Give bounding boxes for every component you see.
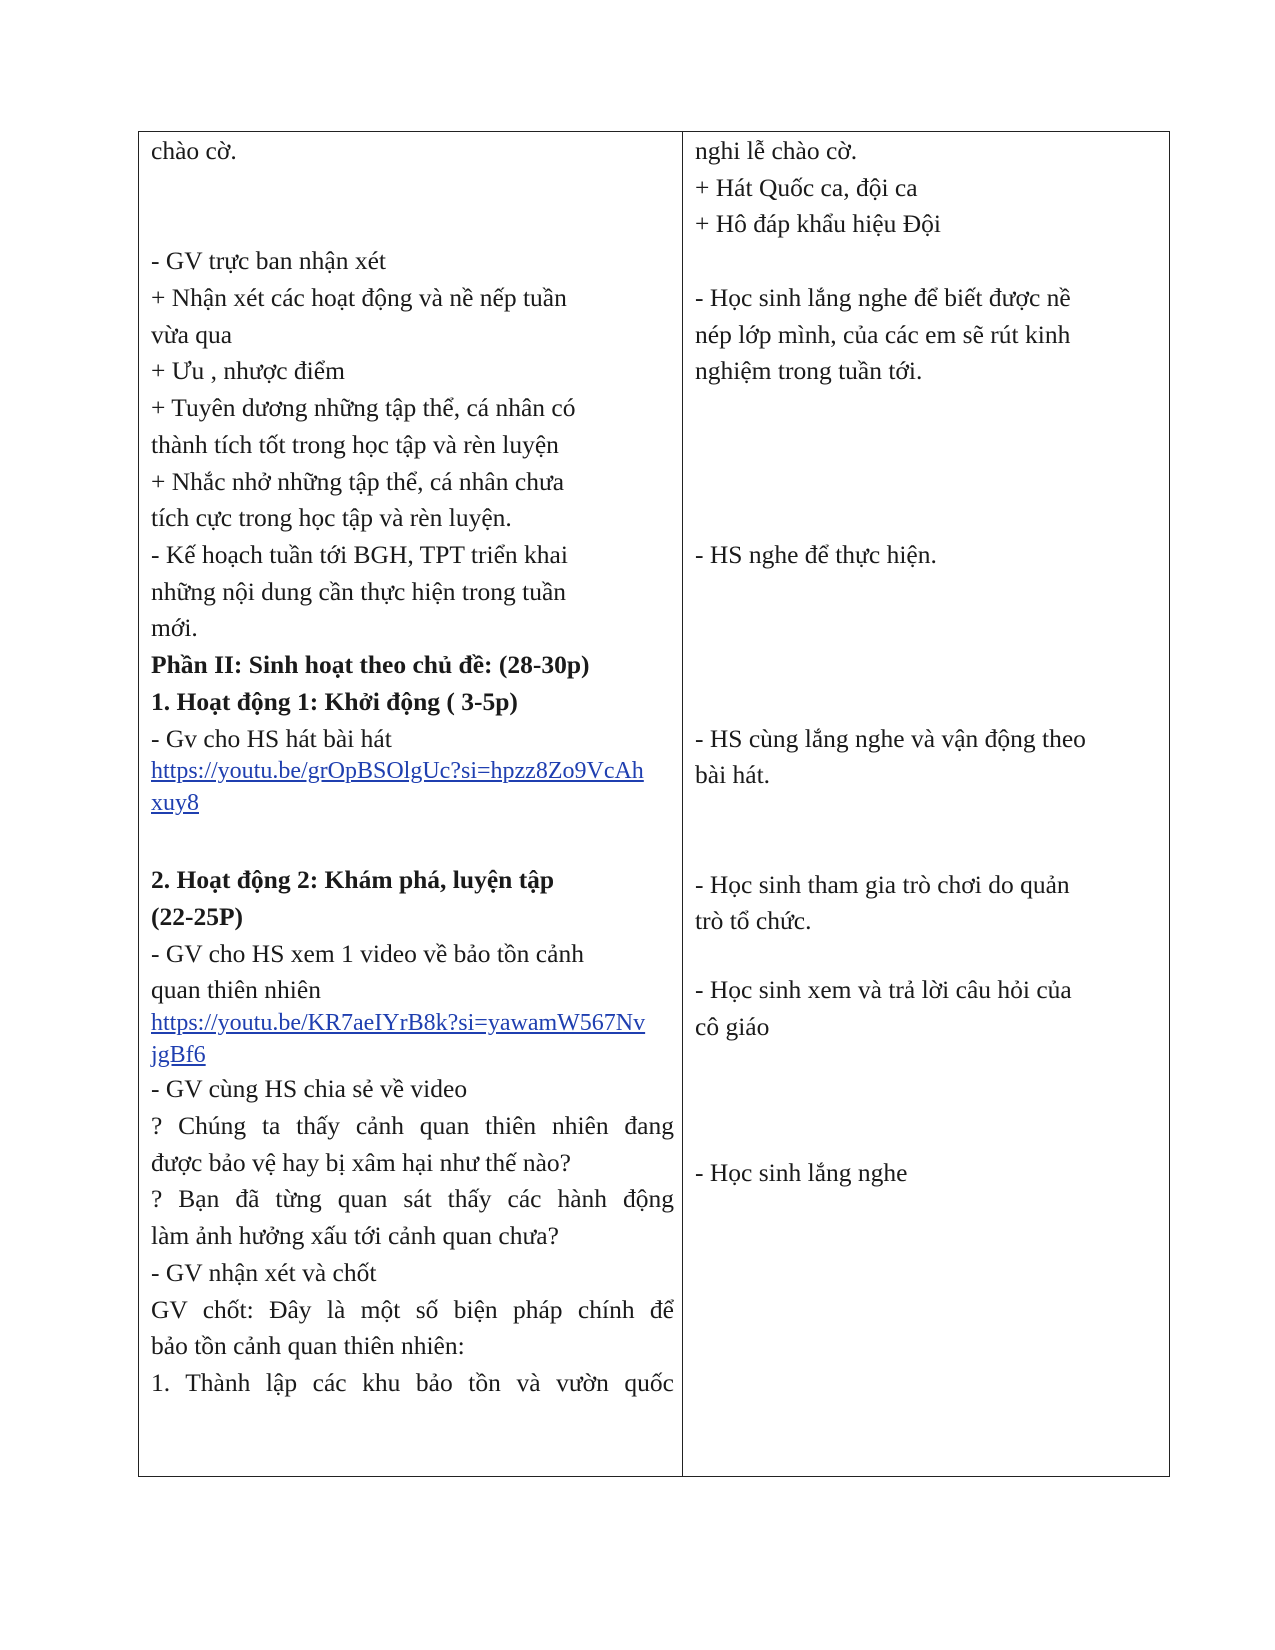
nature-video-link[interactable]: https://youtu.be/KR7aeIYrB8k?si=yawamW567Nv [151,1010,646,1036]
text-line: nghi lễ chào cờ. [695,136,858,165]
text-line: + Nhắc nhở những tập thể, cá nhân chưa [151,467,565,496]
question-line: ? Chúng ta thấy cảnh quan thiên nhiên đang [151,1111,674,1140]
text-line: - HS nghe để thực hiện. [695,540,937,569]
text-line: - Gv cho HS hát bài hát [151,724,392,753]
text-line: + Hát Quốc ca, đội ca [695,173,918,202]
text-line: tích cực trong học tập và rèn luyện. [151,503,512,532]
text-line: - Học sinh tham gia trò chơi do quản [695,870,1070,899]
text-line: vừa qua [151,320,233,349]
text-line: mới. [151,613,198,642]
text-line: những nội dung cần thực hiện trong tuần [151,577,567,606]
question-line: làm ảnh hưởng xấu tới cảnh quan chưa? [151,1221,559,1250]
text-line: - GV nhận xét và chốt [151,1258,377,1287]
text-line: cô giáo [695,1012,770,1041]
text-line: - GV trực ban nhận xét [151,246,386,275]
nature-video-link-cont[interactable]: jgBf6 [151,1042,206,1068]
song-video-link-cont[interactable]: xuy8 [151,790,199,816]
text-line: bài hát. [695,760,771,789]
activity-heading: 2. Hoạt động 2: Khám phá, luyện tập [151,865,555,894]
text-line: nép lớp mình, của các em sẽ rút kinh [695,320,1071,349]
text-line: - Kế hoạch tuần tới BGH, TPT triển khai [151,540,568,569]
text-line: GV chốt: Đây là một số biện pháp chính để [151,1295,674,1324]
song-video-link[interactable]: https://youtu.be/grOpBSOlgUc?si=hpzz8Zo9VcAh [151,758,644,784]
text-line: 1. Thành lập các khu bảo tồn và vườn quốc [151,1368,674,1397]
text-line: + Hô đáp khẩu hiệu Đội [695,209,941,238]
text-line: bảo tồn cảnh quan thiên nhiên: [151,1331,465,1360]
text-line: + Tuyên dương những tập thể, cá nhân có [151,393,576,422]
text-line: + Nhận xét các hoạt động và nề nếp tuần [151,283,567,312]
text-line: - GV cùng HS chia sẻ về video [151,1074,468,1103]
text-line: nghiệm trong tuần tới. [695,356,923,385]
student-activity-column [683,132,1169,1476]
teacher-activity-column [139,132,683,1476]
text-line: - Học sinh lắng nghe để biết được nề [695,283,1071,312]
question-line: được bảo vệ hay bị xâm hại như thế nào? [151,1148,571,1177]
activity-heading: 1. Hoạt động 1: Khởi động ( 3-5p) [151,687,518,716]
text-line: quan thiên nhiên [151,975,321,1004]
text-line: - Học sinh lắng nghe [695,1158,908,1187]
text-line: trò tổ chức. [695,906,812,935]
text-line: - GV cho HS xem 1 video về bảo tồn cảnh [151,939,584,968]
text-line: - Học sinh xem và trả lời câu hỏi của [695,975,1072,1004]
text-line: - HS cùng lắng nghe và vận động theo [695,724,1086,753]
text-line: thành tích tốt trong học tập và rèn luyện [151,430,559,459]
text-line: + Ưu , nhược điểm [151,356,345,385]
section-heading: Phần II: Sinh hoạt theo chủ đề: (28-30p) [151,650,590,679]
activity-table [138,131,1170,1477]
text-line: chào cờ. [151,136,237,165]
question-line: ? Bạn đã từng quan sát thấy các hành động [151,1184,674,1213]
activity-heading-cont: (22-25P) [151,902,244,931]
